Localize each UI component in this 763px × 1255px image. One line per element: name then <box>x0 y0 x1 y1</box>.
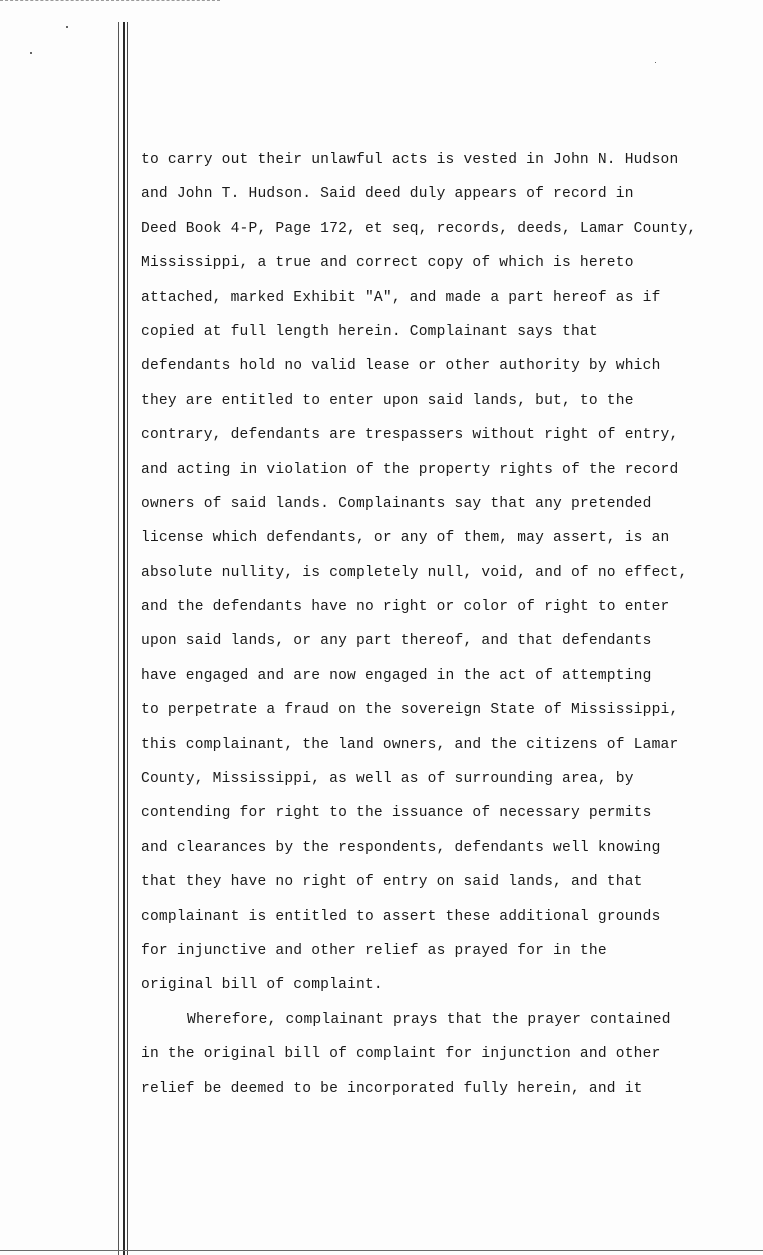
text-line: Mississippi, a true and correct copy of which is hereto <box>141 255 634 272</box>
text-line: attached, marked Exhibit "A", and made a part hereof as if <box>141 289 661 306</box>
top-dashed-edge <box>0 0 220 1</box>
text-line: in the original bill of complaint for injunction and other <box>141 1046 661 1063</box>
text-line: to carry out their unlawful acts is vested in John N. Hudson <box>141 152 679 168</box>
text-line: contrary, defendants are trespassers without right of entry, <box>141 427 679 444</box>
scan-speck <box>655 62 656 63</box>
scan-speck <box>66 26 68 28</box>
text-line: original bill of complaint. <box>141 977 383 994</box>
text-line: Deed Book 4-P, Page 172, et seq, records, deeds, Lamar County, <box>141 220 697 237</box>
text-line: absolute nullity, is completely null, void, and of no effect, <box>141 564 688 581</box>
text-line: relief be deemed to be incorporated fully herein, and it <box>141 1080 643 1097</box>
text-line: Wherefore, complainant prays that the prayer contained <box>187 1011 671 1028</box>
text-line: and John T. Hudson. Said deed duly appears of record in <box>141 186 634 203</box>
text-line: and clearances by the respondents, defendants well knowing <box>141 839 661 856</box>
text-line: copied at full length herein. Complainant says that <box>141 323 598 340</box>
text-line: this complainant, the land owners, and the citizens of Lamar <box>141 736 679 753</box>
text-line: contending for right to the issuance of necessary permits <box>141 805 652 822</box>
left-margin-rule <box>118 22 119 1255</box>
text-line: license which defendants, or any of them, may assert, is an <box>141 530 670 547</box>
left-margin-rule-inner <box>127 22 128 1255</box>
text-line: have engaged and are now engaged in the act of attempting <box>141 667 652 684</box>
body-text <box>141 148 721 1111</box>
bottom-page-edge <box>0 1250 763 1251</box>
scan-speck <box>30 52 32 54</box>
text-line: for injunctive and other relief as prayed for in the <box>141 942 607 959</box>
text-line: complainant is entitled to assert these additional grounds <box>141 908 661 925</box>
text-line: they are entitled to enter upon said lands, but, to the <box>141 392 634 409</box>
text-line: owners of said lands. Complainants say that any pretended <box>141 495 652 512</box>
text-line: that they have no right of entry on said lands, and that <box>141 874 643 891</box>
text-line: upon said lands, or any part thereof, and that defendants <box>141 633 652 650</box>
text-line: and acting in violation of the property rights of the record <box>141 461 679 478</box>
text-line: and the defendants have no right or color of right to enter <box>141 599 670 616</box>
left-margin-rule-double <box>123 22 125 1255</box>
text-line: County, Mississippi, as well as of surrounding area, by <box>141 771 634 788</box>
text-line: defendants hold no valid lease or other authority by which <box>141 358 661 375</box>
text-line: to perpetrate a fraud on the sovereign State of Mississippi, <box>141 702 679 719</box>
